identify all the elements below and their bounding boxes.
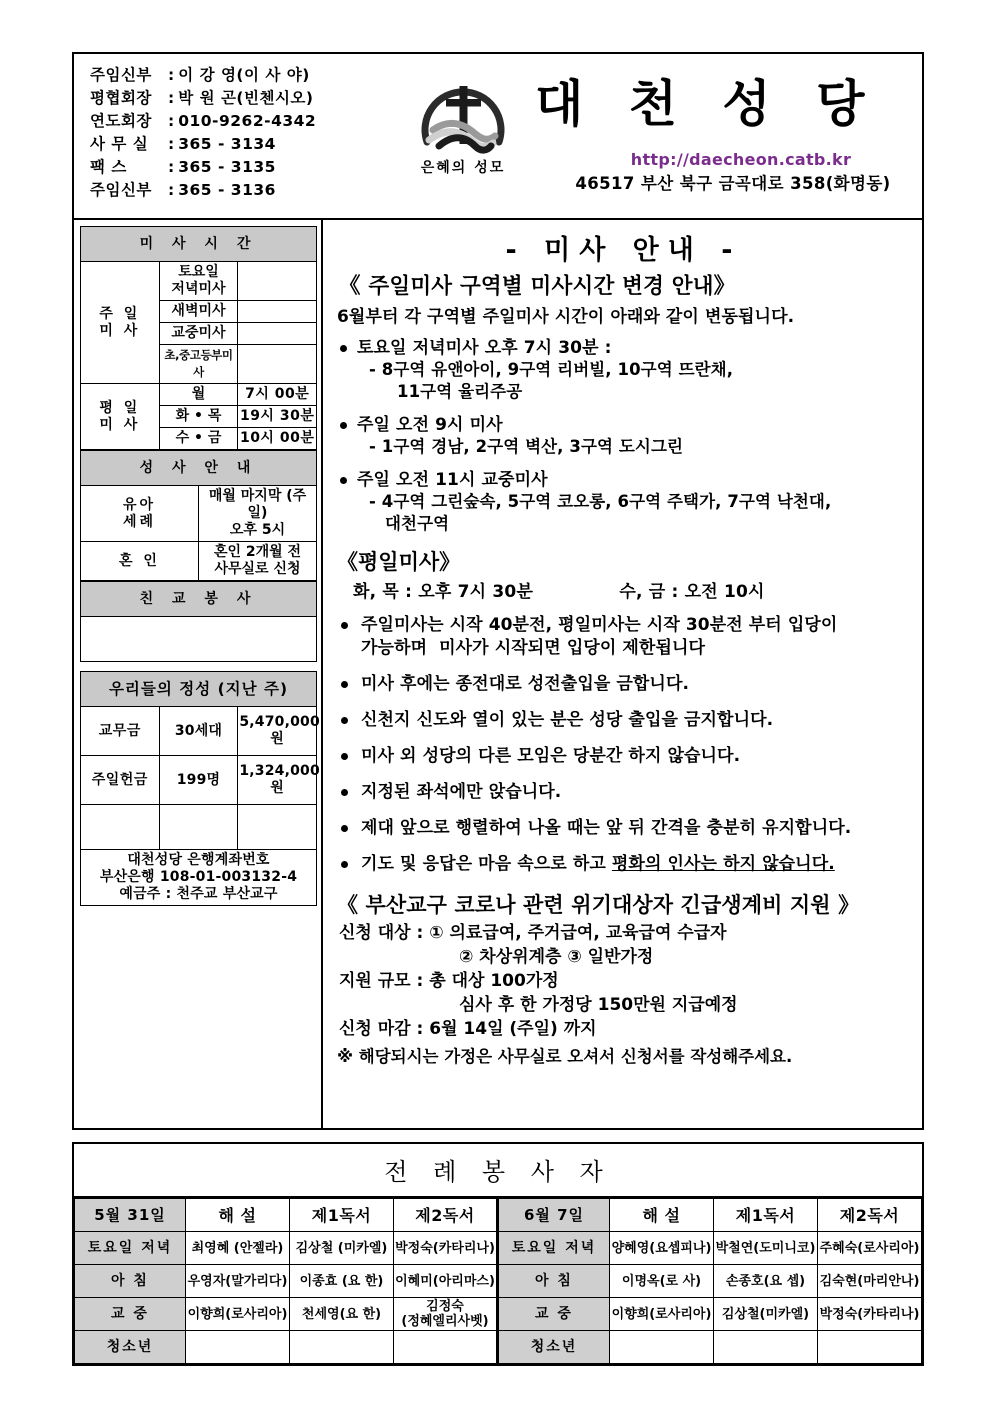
service-cell: 이종효 (요 한) (290, 1265, 394, 1298)
service-cell: 김정숙 (정혜엘리사벳) (394, 1298, 498, 1331)
support-value: 6월 14일 (주일) 까지 (429, 1019, 597, 1039)
fellowship-heading: 친 교 봉 사 (81, 582, 317, 617)
main-frame (72, 52, 924, 1130)
service-cell: 박정숙(카타리나) (818, 1298, 922, 1331)
service-row-label: 토요일 저녁 (75, 1232, 186, 1265)
rule-text: 지정된 좌석에만 앉습니다. (361, 782, 562, 802)
schedule-line: - 8구역 유앤아이, 9구역 리버빌, 10구역 뜨란채, (369, 360, 734, 379)
table-row (81, 756, 317, 805)
contact-value: 365 - 3136 (178, 181, 276, 199)
list-item (335, 337, 912, 403)
weekday-mass-times (353, 577, 912, 602)
list-item (335, 853, 912, 876)
contact-value: 010-9262-4342 (178, 112, 317, 130)
weekday-times-right: 수, 금 : 오전 10시 (619, 582, 765, 602)
sidebar (74, 220, 323, 1128)
offering-count: 199명 (159, 756, 238, 805)
service-col-header: 해 설 (186, 1199, 290, 1232)
list-item (335, 614, 912, 660)
support-label: 신청 대상 : (339, 923, 430, 943)
rule-text: 주일미사는 시작 40분전, 평일미사는 시작 30분전 부터 입당이 가능하며 미사가 시작되면 입당이 제한됩니다 (361, 615, 838, 658)
support-value: 심사 후 한 가정당 150만원 지급예정 (459, 995, 738, 1015)
table-row (81, 707, 317, 756)
table-row (75, 1232, 922, 1265)
service-cell: 이명옥(로 사) (610, 1265, 714, 1298)
bank-line-2: 부산은행 108-01-003132-4 (99, 869, 298, 885)
contact-label: 사 무 실 (90, 135, 149, 153)
notice-subtext: 6월부터 각 구역별 주일미사 시간이 아래와 같이 변동됩니다. (337, 307, 795, 327)
church-logo (401, 70, 525, 177)
rule-text-underlined: 평화의 인사는 하지 않습니다. (611, 854, 835, 874)
sacrament-value: 매월 마지막 (주일) 오후 5시 (199, 486, 317, 542)
service-row-label: 아 침 (498, 1265, 610, 1298)
page-title: 대 천 성 당 (535, 75, 879, 133)
list-item (335, 414, 912, 458)
contact-row (90, 179, 323, 202)
contact-colon: : (168, 112, 175, 130)
service-cell (610, 1331, 714, 1364)
contact-row (90, 156, 323, 179)
service-cell (818, 1331, 922, 1364)
mass-kind: 초,중고등부미사 (159, 345, 238, 384)
rule-text: 제대 앞으로 행렬하여 나올 때는 앞 뒤 간격을 충분히 유지합니다. (361, 818, 852, 838)
contact-colon: : (168, 135, 175, 153)
schedule-line: - 4구역 그린숲속, 5구역 코오롱, 6구역 주택가, 7구역 낙천대, (369, 492, 832, 511)
mass-kind: 화 • 목 (159, 406, 238, 428)
church-website-url[interactable]: http://daecheon.catb.kr (630, 150, 852, 169)
support-row (339, 993, 912, 1017)
sacrament-heading: 성 사 안 내 (81, 451, 317, 486)
fellowship-value (81, 617, 317, 662)
service-cell: 김숙현(마리안나) (818, 1265, 922, 1298)
sacrament-table (80, 450, 317, 581)
contact-value: 이 강 영(이 사 야) (178, 66, 310, 84)
service-row-label: 청소년 (498, 1331, 610, 1364)
contact-row (90, 110, 323, 133)
support-value: ② 차상위계층 ③ 일반가정 (459, 947, 654, 967)
service-cell: 이향희(로사리아) (186, 1298, 290, 1331)
service-cell: 이혜미(아리마스) (394, 1265, 498, 1298)
contact-colon: : (168, 89, 175, 107)
table-row (75, 1331, 922, 1364)
support-label: 신청 마감 : (339, 1019, 430, 1039)
rule-text: 미사 후에는 종전대로 성전출입을 금합니다. (361, 674, 690, 694)
contact-label: 팩 스 (90, 158, 127, 176)
service-row-label: 토요일 저녁 (498, 1232, 610, 1265)
service-cell (186, 1331, 290, 1364)
contact-value: 365 - 3135 (178, 158, 276, 176)
table-row (75, 1265, 922, 1298)
service-row-label: 교 중 (75, 1298, 186, 1331)
offering-amount: 5,470,000원 (238, 707, 317, 756)
rule-text: 신천지 신도와 열이 있는 분은 성당 출입을 금지합니다. (361, 710, 774, 730)
schedule-head: 주일 오전 11시 교중미사 (357, 470, 548, 490)
schedule-head: 토요일 저녁미사 오후 7시 30분 : (357, 338, 612, 358)
sunday-mass-label: 주 일 미 사 (81, 262, 160, 384)
table-header-row (75, 1199, 922, 1232)
mass-time-table (80, 226, 317, 450)
contact-label: 주임신부 (90, 181, 152, 199)
list-item (335, 673, 912, 696)
schedule-line: 대천구역 (385, 514, 450, 533)
service-cell: 이향희(로사리아) (610, 1298, 714, 1331)
table-row (81, 384, 317, 406)
support-row (339, 1017, 912, 1041)
service-col-header: 제1독서 (714, 1199, 818, 1232)
table-row (81, 486, 317, 542)
list-item (335, 745, 912, 768)
offering-count: 30세대 (159, 707, 238, 756)
contact-row (90, 87, 323, 110)
mass-time (238, 345, 317, 384)
mass-kind: 새벽미사 (159, 301, 238, 323)
offering-heading: 우리들의 정성 (지난 주) (81, 672, 317, 707)
logo-caption: 은혜의 성모 (420, 160, 506, 176)
rule-text: 기도 및 응답은 마음 속으로 하고 (361, 854, 612, 874)
service-cell: 손종호(요 셉) (714, 1265, 818, 1298)
service-cell: 박철연(도미니코) (714, 1232, 818, 1265)
support-row (339, 921, 912, 945)
contact-label: 연도회장 (90, 112, 152, 130)
support-note: ※ 해당되시는 가정은 사무실로 오셔서 신청서를 작성해주세요. (337, 1047, 793, 1066)
mass-time: 19시 30분 (238, 406, 317, 428)
table-row (81, 805, 317, 850)
contact-value: 박 원 곤(빈첸시오) (178, 89, 314, 107)
service-cell: 우영자(말가리다) (186, 1265, 290, 1298)
bulletin-header (74, 54, 922, 220)
offering-name: 주일헌금 (81, 756, 160, 805)
mass-kind: 월 (159, 384, 238, 406)
service-col-header: 해 설 (610, 1199, 714, 1232)
table-row (75, 1298, 922, 1331)
schedule-head: 주일 오전 9시 미사 (357, 415, 503, 435)
contact-row (90, 133, 323, 156)
service-cell: 주혜숙(로사리아) (818, 1232, 922, 1265)
support-label: 지원 규모 : (339, 971, 430, 991)
body-columns (74, 220, 922, 1128)
support-row (339, 969, 912, 993)
service-cell: 박정숙(카타리나) (394, 1232, 498, 1265)
service-row-label: 아 침 (75, 1265, 186, 1298)
schedule-line: - 1구역 경남, 2구역 벽산, 3구역 도시그린 (369, 437, 684, 456)
contact-label: 주임신부 (90, 66, 152, 84)
offering-name: 교무금 (81, 707, 160, 756)
list-item (335, 469, 912, 535)
contact-colon: : (168, 181, 175, 199)
schedule-line: 11구역 율리주공 (397, 382, 523, 401)
mass-time (238, 262, 317, 301)
support-value: 총 대상 100가정 (429, 971, 559, 991)
service-cell: 천세영(요 한) (290, 1298, 394, 1331)
sidebar-spacer (80, 662, 317, 671)
contact-label: 평협회장 (90, 89, 152, 107)
mass-time (238, 323, 317, 345)
mass-guide-title: - 미사 안내 - (505, 235, 742, 266)
rules-list (335, 614, 912, 876)
masthead-block (323, 54, 922, 218)
offering-table (80, 671, 320, 906)
mass-time (238, 301, 317, 323)
offering-name (81, 805, 160, 850)
list-item (335, 781, 912, 804)
support-row (339, 945, 912, 969)
sacrament-label: 유아 세례 (81, 486, 199, 542)
service-cell (394, 1331, 498, 1364)
table-row (81, 672, 317, 707)
service-table-frame (72, 1142, 924, 1366)
mass-time: 7시 00분 (238, 384, 317, 406)
service-row-label: 청소년 (75, 1331, 186, 1364)
table-row (81, 542, 317, 581)
service-row-label: 교 중 (498, 1298, 610, 1331)
mass-kind: 수 • 금 (159, 428, 238, 450)
service-cell (290, 1331, 394, 1364)
church-address: 46517 부산 북구 금곡대로 358(화명동) (575, 174, 891, 193)
offering-count (159, 805, 238, 850)
notice-heading: 《 주일미사 구역별 미사시간 변경 안내》 (339, 274, 736, 299)
service-cell: 양혜영(요셉피나) (610, 1232, 714, 1265)
bank-account-block (81, 850, 317, 906)
weekday-mass-label: 평 일 미 사 (81, 384, 160, 450)
service-cell: 김상철(미카엘) (714, 1298, 818, 1331)
service-col-header: 제2독서 (818, 1199, 922, 1232)
service-cell: 최영혜 (안젤라) (186, 1232, 290, 1265)
service-date-right: 6월 7일 (498, 1199, 610, 1232)
contact-colon: : (168, 66, 175, 84)
list-item (335, 817, 912, 840)
contact-row (90, 64, 323, 87)
weekday-mass-heading: 《평일미사》 (337, 550, 461, 574)
service-date-left: 5월 31일 (75, 1199, 186, 1232)
schedule-list (335, 337, 912, 535)
mass-kind: 교중미사 (159, 323, 238, 345)
service-table (74, 1198, 922, 1364)
service-cell: 김상철 (미카엘) (290, 1232, 394, 1265)
contact-block (74, 54, 323, 218)
bank-line-1: 대천성당 은행계좌번호 (127, 852, 270, 868)
mass-kind: 토요일 저녁미사 (159, 262, 238, 301)
sacrament-value: 혼인 2개월 전 사무실로 신청 (199, 542, 317, 581)
contact-colon: : (168, 158, 175, 176)
table-row (81, 227, 317, 262)
table-row (81, 850, 317, 906)
table-row (81, 451, 317, 486)
service-table-title: 전 례 봉 사 자 (74, 1144, 922, 1198)
offering-amount (238, 805, 317, 850)
mass-time: 10시 00분 (238, 428, 317, 450)
support-title: 《 부산교구 코로나 관련 위기대상자 긴급생계비 지원 》 (337, 893, 860, 917)
support-value: ① 의료급여, 주거급여, 교육급여 수급자 (429, 923, 727, 943)
contact-value: 365 - 3134 (178, 135, 276, 153)
main-content (323, 220, 922, 1128)
weekday-times-left: 화, 목 : 오후 7시 30분 (353, 582, 534, 602)
offering-amount: 1,324,000원 (238, 756, 317, 805)
mass-time-heading: 미 사 시 간 (81, 227, 317, 262)
rule-text: 미사 외 성당의 다른 모임은 당분간 하지 않습니다. (361, 746, 741, 766)
service-col-header: 제1독서 (290, 1199, 394, 1232)
table-row (81, 582, 317, 617)
service-col-header: 제2독서 (394, 1199, 498, 1232)
fellowship-table (80, 581, 317, 662)
sacrament-label: 혼 인 (81, 542, 199, 581)
table-row (81, 262, 317, 301)
bank-line-3: 예금주 : 천주교 부산교구 (119, 886, 278, 902)
service-cell (714, 1331, 818, 1364)
cross-and-waves-icon (415, 70, 511, 156)
table-row (81, 617, 317, 662)
list-item (335, 709, 912, 732)
